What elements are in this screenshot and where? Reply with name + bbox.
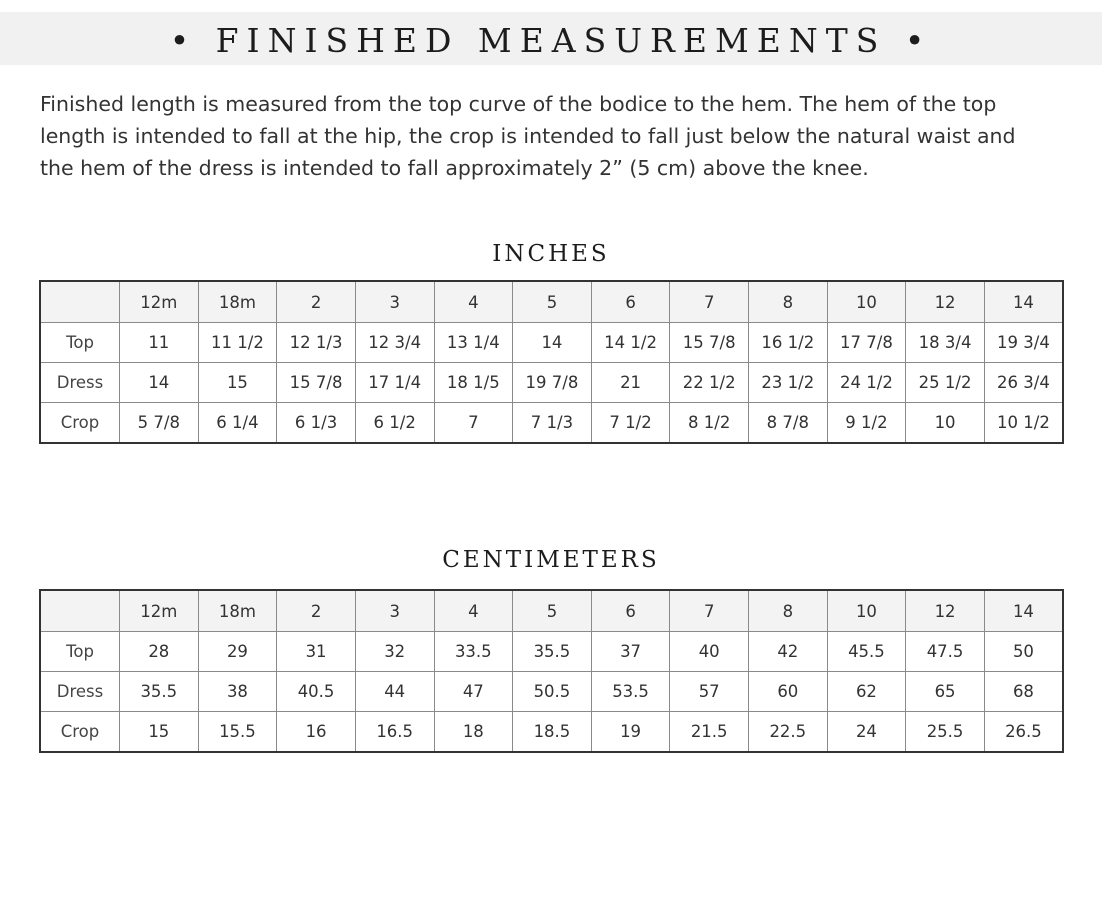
measurement-cell: 17 1/4 <box>355 363 434 403</box>
measurement-cell: 37 <box>591 632 670 672</box>
size-header-cell: 4 <box>434 281 513 323</box>
measurement-cell: 14 <box>513 323 592 363</box>
size-header-cell: 10 <box>827 590 906 632</box>
measurement-cell: 44 <box>355 672 434 712</box>
measurement-cell: 28 <box>120 632 199 672</box>
row-label-cell: Dress <box>40 363 120 403</box>
table-row <box>40 363 1063 403</box>
measurement-cell: 21 <box>591 363 670 403</box>
centimeters-table <box>39 589 1064 753</box>
table-corner-cell <box>40 281 120 323</box>
table-row <box>40 323 1063 363</box>
size-header-cell: 12m <box>120 590 199 632</box>
measurement-cell: 6 1/3 <box>277 403 356 444</box>
row-label-cell: Dress <box>40 672 120 712</box>
measurement-cell: 68 <box>984 672 1063 712</box>
measurement-cell: 15 7/8 <box>277 363 356 403</box>
measurement-cell: 12 3/4 <box>355 323 434 363</box>
measurement-cell: 25 1/2 <box>906 363 985 403</box>
measurement-cell: 62 <box>827 672 906 712</box>
measurement-cell: 22 1/2 <box>670 363 749 403</box>
measurement-cell: 35.5 <box>513 632 592 672</box>
row-label-cell: Top <box>40 632 120 672</box>
measurement-cell: 45.5 <box>827 632 906 672</box>
size-header-cell: 18m <box>198 590 277 632</box>
measurement-cell: 8 7/8 <box>749 403 828 444</box>
size-header-cell: 10 <box>827 281 906 323</box>
measurement-cell: 11 <box>120 323 199 363</box>
measurement-cell: 65 <box>906 672 985 712</box>
size-header-cell: 5 <box>513 281 592 323</box>
table-row <box>40 712 1063 753</box>
size-header-cell: 6 <box>591 590 670 632</box>
measurement-cell: 24 <box>827 712 906 753</box>
measurement-cell: 24 1/2 <box>827 363 906 403</box>
size-header-cell: 5 <box>513 590 592 632</box>
measurement-cell: 47 <box>434 672 513 712</box>
size-header-cell: 3 <box>355 281 434 323</box>
size-header-cell: 6 <box>591 281 670 323</box>
measurement-cell: 25.5 <box>906 712 985 753</box>
size-header-cell: 12 <box>906 281 985 323</box>
measurement-cell: 5 7/8 <box>120 403 199 444</box>
size-header-cell: 8 <box>749 590 828 632</box>
measurement-cell: 33.5 <box>434 632 513 672</box>
measurement-cell: 15 <box>120 712 199 753</box>
size-header-cell: 12m <box>120 281 199 323</box>
measurement-cell: 21.5 <box>670 712 749 753</box>
measurement-cell: 19 3/4 <box>984 323 1063 363</box>
measurement-cell: 18 <box>434 712 513 753</box>
measurement-cell: 40 <box>670 632 749 672</box>
measurement-cell: 35.5 <box>120 672 199 712</box>
measurement-cell: 6 1/4 <box>198 403 277 444</box>
measurement-cell: 16 1/2 <box>749 323 828 363</box>
size-header-cell: 7 <box>670 281 749 323</box>
measurement-cell: 14 <box>120 363 199 403</box>
table-row <box>40 632 1063 672</box>
measurement-cell: 42 <box>749 632 828 672</box>
intro-line: the hem of the dress is intended to fall approximately 2” (5 cm) above the knee. <box>40 156 869 180</box>
measurement-cell: 23 1/2 <box>749 363 828 403</box>
measurement-cell: 18 3/4 <box>906 323 985 363</box>
size-header-cell: 8 <box>749 281 828 323</box>
measurement-cell: 13 1/4 <box>434 323 513 363</box>
measurement-cell: 16 <box>277 712 356 753</box>
measurement-cell: 12 1/3 <box>277 323 356 363</box>
measurement-cell: 10 <box>906 403 985 444</box>
table-header-row <box>40 281 1063 323</box>
measurement-cell: 7 1/3 <box>513 403 592 444</box>
inches-table <box>39 280 1064 444</box>
measurement-cell: 50.5 <box>513 672 592 712</box>
measurement-cell: 15 7/8 <box>670 323 749 363</box>
measurement-cell: 15.5 <box>198 712 277 753</box>
table-row <box>40 403 1063 444</box>
size-header-cell: 14 <box>984 590 1063 632</box>
measurement-cell: 18.5 <box>513 712 592 753</box>
measurement-cell: 9 1/2 <box>827 403 906 444</box>
page-title: • FINISHED MEASUREMENTS • <box>169 21 933 60</box>
inches-section-title: INCHES <box>492 241 610 267</box>
measurement-cell: 40.5 <box>277 672 356 712</box>
measurement-cell: 18 1/5 <box>434 363 513 403</box>
measurement-cell: 10 1/2 <box>984 403 1063 444</box>
measurement-cell: 22.5 <box>749 712 828 753</box>
measurement-cell: 17 7/8 <box>827 323 906 363</box>
measurement-cell: 29 <box>198 632 277 672</box>
row-label-cell: Crop <box>40 403 120 444</box>
size-header-cell: 14 <box>984 281 1063 323</box>
intro-paragraph <box>40 88 1080 184</box>
size-header-cell: 2 <box>277 281 356 323</box>
size-header-cell: 3 <box>355 590 434 632</box>
measurement-cell: 31 <box>277 632 356 672</box>
measurement-cell: 26.5 <box>984 712 1063 753</box>
row-label-cell: Top <box>40 323 120 363</box>
measurement-cell: 16.5 <box>355 712 434 753</box>
measurement-cell: 26 3/4 <box>984 363 1063 403</box>
size-header-cell: 18m <box>198 281 277 323</box>
row-label-cell: Crop <box>40 712 120 753</box>
measurement-cell: 19 <box>591 712 670 753</box>
measurement-cell: 7 <box>434 403 513 444</box>
measurement-cell: 50 <box>984 632 1063 672</box>
measurement-cell: 53.5 <box>591 672 670 712</box>
centimeters-section-title: CENTIMETERS <box>442 547 660 573</box>
measurement-cell: 6 1/2 <box>355 403 434 444</box>
table-corner-cell <box>40 590 120 632</box>
intro-line: Finished length is measured from the top curve of the bodice to the hem. The hem of the top <box>40 92 997 116</box>
size-header-cell: 2 <box>277 590 356 632</box>
measurement-cell: 60 <box>749 672 828 712</box>
size-header-cell: 4 <box>434 590 513 632</box>
measurement-cell: 57 <box>670 672 749 712</box>
intro-line: length is intended to fall at the hip, the crop is intended to fall just below the natural waist and <box>40 124 1016 148</box>
measurement-cell: 47.5 <box>906 632 985 672</box>
measurement-cell: 32 <box>355 632 434 672</box>
table-header-row <box>40 590 1063 632</box>
measurement-cell: 8 1/2 <box>670 403 749 444</box>
size-header-cell: 7 <box>670 590 749 632</box>
measurement-cell: 11 1/2 <box>198 323 277 363</box>
size-header-cell: 12 <box>906 590 985 632</box>
table-row <box>40 672 1063 712</box>
measurement-cell: 38 <box>198 672 277 712</box>
measurement-cell: 15 <box>198 363 277 403</box>
measurement-cell: 19 7/8 <box>513 363 592 403</box>
measurement-cell: 14 1/2 <box>591 323 670 363</box>
measurement-cell: 7 1/2 <box>591 403 670 444</box>
